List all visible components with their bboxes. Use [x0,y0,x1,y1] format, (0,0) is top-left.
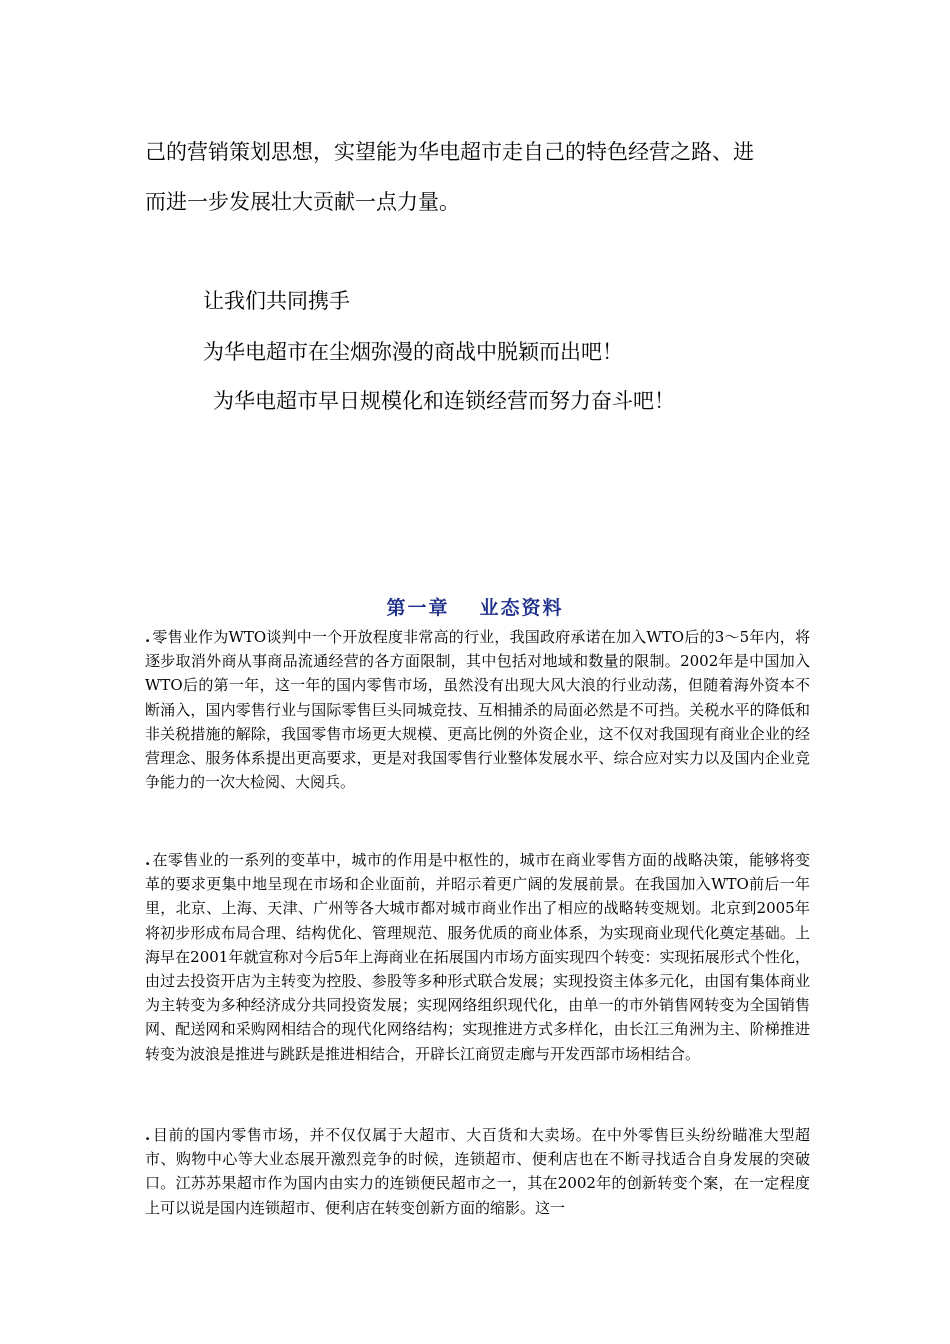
slogan-line-1: 让我们共同携手 [203,289,350,313]
intro-line-1: 己的营销策划思想，实望能为华电超市走自己的特色经营之路、进 [145,140,754,164]
paragraph-text: 零售业作为WTO谈判中一个开放程度非常高的行业，我国政府承诺在加入WTO后的3～5年内，将逐步取消外商从事商品流通经营的各方面限制，其中包括对地域和数量的限制。2002年是中国加入WTO后的第一年，这一年的国内零售市场，虽然没有出现大风大浪的行业动荡，但随着海外资本不断涌入，国内零售行业与国际零售巨头同城竞技、互相捕杀的局面必然是不可挡。关税水平的降低和非关税措施的解除，我国零售市场更大规模、更高比例的外资企业，这不仅对我国现有商业企业的经营理念、服务体系提出更高要求，更是对我国零售行业整体发展水平、综合应对实力以及国内企业竞争能力的一次大检阅、大阅兵。 [145,628,810,792]
paragraph-3 [145,1123,810,1220]
chapter-title-text: 业态资料 [479,597,564,619]
bullet-mark: . [145,851,151,869]
chapter-heading [0,593,950,620]
intro-line-2: 而进一步发展壮大贡献一点力量。 [145,190,460,214]
chapter-number: 第一章 [386,597,450,619]
paragraph-text: 目前的国内零售市场，并不仅仅属于大超市、大百货和大卖场。在中外零售巨头纷纷瞄准大型超市、购物中心等大业态展开激烈竞争的时候，连锁超市、便利店也在不断寻找适合自身发展的突破口。江苏苏果超市作为国内由实力的连锁便民超市之一，其在2002年的创新转变个案，在一定程度上可以说是国内连锁超市、便利店在转变创新方面的缩影。这一 [145,1126,810,1217]
paragraph-text: 在零售业的一系列的变革中，城市的作用是中枢性的，城市在商业零售方面的战略决策，能够将变革的要求更集中地呈现在市场和企业面前，并昭示着更广阔的发展前景。在我国加入WTO前后一年里，北京、上海、天津、广州等各大城市都对城市商业作出了相应的战略转变规划。北京到2005年将初步形成布局合理、结构优化、管理规范、服务优质的商业体系，为实现商业现代化奠定基础。上海早在2001年就宣称对今后5年上海商业在拓展国内市场方面实现四个转变：实现拓展形式个性化，由过去投资开店为主转变为控股、参股等多种形式联合发展；实现投资主体多元化，由国有集体商业为主转变为多种经济成分共同投资发展；实现网络组织现代化，由单一的市外销售网转变为全国销售网、配送网和采购网相结合的现代化网络结构；实现推进方式多样化，由长江三角洲为主、阶梯推进转变为波浪是推进与跳跃是推进相结合，开辟长江商贸走廊与开发西部市场相结合。 [145,851,810,1063]
paragraph-1 [145,625,810,794]
paragraph-2 [145,848,810,1066]
slogan-line-2: 为华电超市在尘烟弥漫的商战中脱颖而出吧！ [203,340,623,364]
slogan-line-3: 为华电超市早日规模化和连锁经营而努力奋斗吧！ [213,389,675,413]
bullet-mark: . [145,1126,151,1144]
bullet-mark: . [145,628,151,646]
